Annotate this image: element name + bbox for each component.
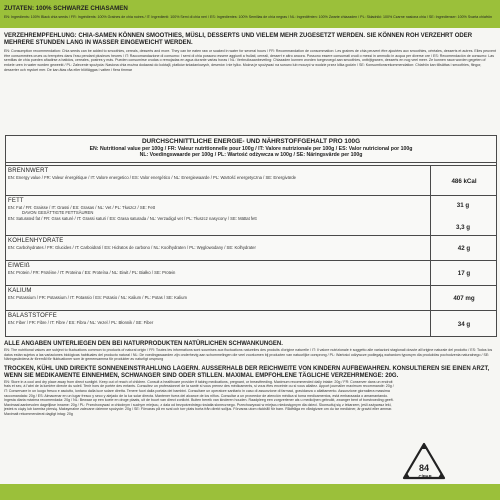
storage-title: TROCKEN, KÜHL UND DIREKTE SONNENEINSTRAHLUNG LAGERN. AUSSERHALB DER REICHWEITE VON KINDERN AUFBEWAHREN. KONSULTIEREN SIE EINEN ARZT, WENN SIE MEDIKAMENTE EINNEHMEN, SCHWANGER SIND ODER STILLEN. MAXIMAL EMPFOHLENE TÄGLICHE VERZEHRMENGE: 20G.: [4, 365, 490, 379]
row-name: KALIUM: [8, 288, 32, 294]
consumption-title: VERZEHREMPFEHLUNG: CHIA-SAMEN KÖNNEN SMOOTHIES, MÜSLI, DESSERTS UND VIELEM MEHR ZUGESETZT WERDEN. SIE KÖNNEN ROH VERZEHRT ODER MEHRERE STUNDEN LANG IN WASSER EINGEWEICHT WERDEN.: [4, 33, 473, 47]
row-name: EIWEIß: [8, 263, 30, 269]
row-value: 34 g: [430, 311, 497, 337]
row-value: 31 g: [456, 202, 470, 209]
lower-text-section: [4, 338, 496, 417]
nutrition-table-header: [6, 136, 496, 163]
natural-variation-translations: EN: The nutritional values are subject to fluctuations common to products of natural origin / FR: Toutes les informations sont soumises aux fluctuations naturelles des produits d'origine naturelle / IT: Il valore nutrizionale è soggetto alle variazioni stagionali dovute all'origine naturale del prodotto / ES: Todos los datos están sujetos a las variaciones biológicas habituales del producto natural / NL: De voedingswaarden zijn onderhevig aan schommelingen die veel voorkomen bij producten van natuurlijke oorsprong / PL: Wartości odżywcze podlegają wahaniom typowym dla produktów pochodzenia naturalnego / SE: Näringsvärdena är föremål för fluktuationer som är gemensamma för produkter av naturligt ursprung: [4, 348, 493, 362]
row-translations: EN: Energy value / FR: Valeur énergétique / IT: Valore energetico / ES: Valor energético / NL: Energiewaarde / PL: Wartość energetyczna / SE: Energivärde: [8, 175, 296, 180]
row-translations: EN: Protein / FR: Protéine / IT: Proteina / ES: Proteína / NL: Eiwit / PL: Białko / SE: Protein: [8, 270, 176, 275]
row-translations: EN: Potassium / FR: Potassium / IT: Potassio / ES: Potasio / NL: Kalium / PL: Potas / SE: Kalium: [8, 295, 187, 300]
row-value: 407 mg: [430, 286, 497, 311]
nutrition-table: [5, 135, 497, 337]
recycling-code: C/PAP: [418, 474, 432, 479]
row-name: FETT: [8, 198, 24, 204]
ingredients-translations: EN: Ingredients: 100% Black chia seeds / FR: Ingrédients: 100% Graines de chia noires / IT: Ingredienti: 100% Semi di chia neri / ES: Ingredientes: 100% Semillas de chía negras / NL: Ingrediënten: 100% Zwarte chiazaden / PL: Składniki: 100% Czarne nasiona chia / SE: Ingredienser: 100% Svarta chiafrön: [4, 14, 493, 19]
ingredients-title: ZUTATEN: 100% SCHWARZE CHIASAMEN: [4, 5, 128, 12]
row-translations: EN: Carbohydrates / FR: Glucides / IT: Carboidrati / ES: Hidratos de carbono / NL: Koolhydraten / PL: Węglowodany / SE: Kolhydrater: [8, 245, 256, 250]
row-translations: EN: Fat / FR: Graisse / IT: Grassi / ES: Grasas / NL: Vet / PL: Tłuszcz / SE: Fett: [8, 205, 155, 210]
row-sub-name: DAVON GESÄTTIGTE FETTSÄUREN: [22, 210, 94, 216]
row-translations: EN: Fiber / FR: Fibre / IT: Fibre / ES: Fibra / NL: Vezel / PL: Błonnik / SE: Fiber: [8, 320, 154, 325]
row-sub-translations: EN: Saturated fat / FR: Gras saturé / IT: Grassi saturi / ES: Grasa saturada / NL: Verzadigd vet / PL: Tłuszcz nasycony / SE: Mättat fett: [8, 215, 257, 221]
row-value: 42 g: [430, 236, 497, 261]
nutrition-table-subtitle-2: NL: Voedingswaarde per 100g / PL: Wartość odżywcza w 100g / SE: Näringsvärde per 100g: [139, 152, 363, 159]
row-name: KOHLENHYDRATE: [8, 238, 64, 244]
bottom-green-band: [0, 484, 500, 500]
consumption-translations: EN: Consumption recommendation: Chia seeds can be added to smoothies, cereals, desserts and more. They can be eaten raw or soaked in water for several hours / FR: Recommandation de consommation: Les graines de chia peuvent être ajoutées aux smoothies, céréales, desserts et autres. Elles peuvent être consommées crues ou trempées dans l'eau pendant plusieurs heures / IT: Raccomandazione di consumo: I semi di chia possono essere aggiunti a frullati, cereali, dessert e altro ancora. Possono essere consumati crudi o messi in ammollo in acqua per diverse ore / ES: Recomendación de consumo: Las semillas de chía pueden añadirse a batidos, cereales, postres y más. Pueden consumirse crudas o remojadas en agua durante varias horas / NL: Verbruiksaanbeveling: Chiazaden kunnen worden toegevoegd aan smoothies, ontbijtgranen, desserts en nog veel meer. Ze kunnen rauw worden gegeten of enkele uren in water worden geweekt / PL: Zalecenie spożycia: Nasiona chia można dodawać do koktajli, płatków śniadaniowych, deserów i nie tylko. Można je spożywać na surowo lub moczyć w wodzie przez kilka godzin / SE: Konsumtionsrekommendation: Chiafrön kan tillsättas i smoothies, flingor, desserter och mycket mer. De kan ätas råa eller blötläggas i vatten i flera timmar: [4, 49, 496, 72]
natural-variation-title: ALLE ANGABEN UNTERLIEGEN DEN BEI NATURPRODUKTEN NATÜRLICHEN SCHWANKUNGEN.: [4, 341, 283, 347]
row-name: BALASTSTOFFE: [8, 313, 57, 319]
row-value: 486 kCal: [430, 166, 497, 196]
row-value: 17 g: [430, 261, 497, 286]
nutrition-table-title: DURCHSCHNITTLICHE ENERGIE- UND NÄHRSTOFFGEHALT PRO 100G: [141, 138, 361, 145]
nutrition-table-subtitle-1: EN: Nutritional value per 100g / FR: Valeur nutritionnelle pour 100g / IT: Valore nutrizionale per 100g / ES: Valor nutricional por 100g: [89, 146, 413, 152]
nutrition-row-potassium: [6, 285, 496, 311]
nutrition-row-fat: [6, 195, 496, 236]
row-sub-value: 3,3 g: [455, 224, 471, 231]
storage-translations: EN: Store in a cool and dry place away from direct sunlight. Keep out of reach of children. Consult a healthcare provider if taking medications, pregnant, or breastfeeding. Maximum recommended daily intake: 20g / FR: Conserver dans un endroit frais et sec, à l'abri de la lumière directe du soleil. Tenir hors de portée des enfants. Consultez un professionnel de la santé si vous prenez des médicaments, si vous êtes enceinte ou si vous allaitez. Apport journalier maximum recommandé: 20g / IT: Conservare in un luogo fresco e asciutto, lontano dalla luce solare diretta. Tenere fuori dalla portata dei bambini. Consultare un operatore sanitario in caso di assunzione di farmaci, gravidanza o allattamento. Assunzione giornaliera massima raccomandata: 20g / ES: Almacenar en un lugar fresco y seco y alejado de la luz solar directa. Mantener fuera del alcance de los niños. Consultar a un proveedor de atención médica si toma medicamentos, está embarazada o amamantando. Ingesta diaria máxima recomendada: 20g / NL: Bewaar op een koele en droge plaats, uit de buurt van direct zonlicht. Buiten bereik van kinderen houden. Raadpleeg een zorgverlener als u medicijnen gebruikt, zwanger bent of borstvoeding geeft. Maximaal aanbevolen dagelijkse inname: 20g / PL: Przechowywać w chłodnym i suchym miejscu, z dala od bezpośredniego światła słonecznego. Przechowywać w miejscu niedostępnym dla dzieci. Skonsultuj się z lekarzem, jeśli zażywasz leki, jesteś w ciąży lub karmisz piersią. Maksymalne zalecane dzienne spożycie: 20g / SE: Förvaras på en sval och torr plats borta från direkt solljus. Förvaras utom räckhåll för barn. Rådfråga en vårdgivare om du tar mediciner, är gravid eller ammar. Maximalt rekommenderat dagligt intag: 20g: [4, 379, 394, 416]
nutrition-row-energy: [6, 165, 496, 196]
nutrition-row-fiber: [6, 310, 496, 337]
ingredients-section: [4, 5, 496, 72]
recycling-number: 84: [418, 463, 430, 473]
nutrition-row-carbs: [6, 235, 496, 261]
row-name: BRENNWERT: [8, 168, 49, 174]
nutrition-row-protein: [6, 260, 496, 286]
